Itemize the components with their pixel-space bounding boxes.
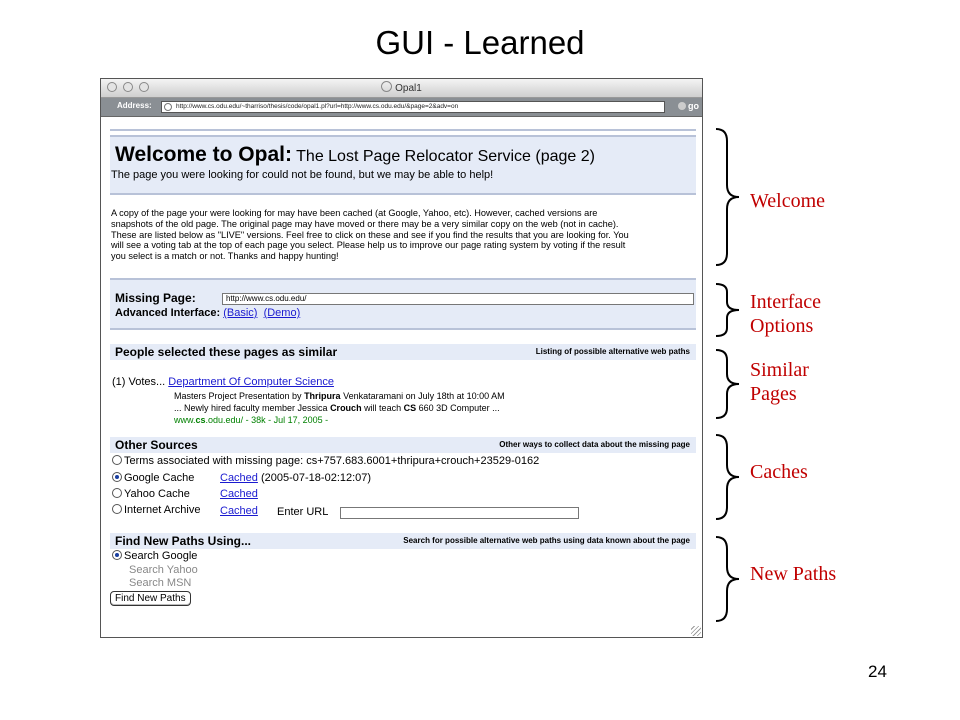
result-url: www.cs.odu.edu/ - 38k - Jul 17, 2005 - [174, 415, 329, 425]
search-yahoo-option: Search Yahoo [129, 564, 198, 576]
internet-archive-radio[interactable] [112, 504, 122, 514]
intro-paragraph: A copy of the page your were looking for may have been cached (at Google, Yahoo, etc). However, cached versions are snapshots of the old page. The original page may have moved or there may be a very similar copy on the web (not in cache). These are listed below as "LIVE" versions. Feel free to click on these and see if you find the results that you are looking for. You will see a voting tab at the top of each page you select. Please help us to improve our page rating system by voting if the result you select is a match or not. Thanks and happy hunting! [111, 208, 629, 262]
similar-pages-header [110, 344, 696, 360]
browser-window [100, 78, 703, 638]
yahoo-cache-option[interactable]: Yahoo Cache [112, 488, 190, 500]
new-paths-heading: Find New Paths Using... [115, 534, 252, 548]
welcome-subtitle: The page you were looking for could not be found, but we may be able to help! [111, 169, 494, 181]
new-paths-subheading: Search for possible alternative web paths using data known about the page [403, 536, 690, 545]
interface-options-brace [714, 282, 744, 338]
result-snippet-2: ... Newly hired faculty member Jessica Crouch will teach CS 660 3D Computer ... [174, 403, 500, 413]
terms-option[interactable]: Terms associated with missing page: cs+757.683.6001+thripura+crouch+23529-0162 [112, 455, 539, 467]
address-input[interactable]: http://www.cs.odu.edu/~tharriso/thesis/code/opal1.pl?url=http://www.cs.odu.edu/&page=2&adv=on [161, 101, 665, 113]
search-google-radio[interactable] [112, 550, 122, 560]
similar-pages-subheading: Listing of possible alternative web paths [535, 347, 690, 356]
go-arrow-icon [678, 102, 686, 110]
search-google-option[interactable]: Search Google [112, 550, 197, 562]
similar-pages-annotation: Similar Pages [750, 359, 809, 405]
missing-page-panel [110, 278, 696, 330]
similar-pages-brace [714, 348, 744, 420]
welcome-title: Welcome to Opal: The Lost Page Relocator Service (page 2) [115, 143, 595, 166]
google-cached-link[interactable]: Cached [220, 472, 258, 484]
google-cache-row: Cached (2005-07-18-02:12:07) [220, 472, 372, 484]
window-titlebar [101, 79, 702, 98]
caches-brace [714, 433, 744, 521]
similar-pages-heading: People selected these pages as similar [115, 345, 338, 359]
divider [110, 129, 696, 131]
google-cache-radio[interactable] [112, 472, 122, 482]
find-new-paths-button[interactable]: Find New Paths [110, 591, 191, 606]
address-bar [101, 98, 702, 117]
enter-url-input[interactable] [340, 507, 579, 519]
address-label: Address: [117, 101, 152, 110]
new-paths-annotation: New Paths [750, 563, 837, 585]
archive-cached-link[interactable]: Cached [220, 505, 258, 517]
other-sources-header [110, 437, 696, 453]
window-title: Opal1 [101, 81, 702, 94]
basic-link[interactable]: (Basic) [223, 307, 258, 319]
slide-title: GUI - Learned [375, 24, 585, 61]
welcome-brace [714, 127, 744, 267]
welcome-annotation: Welcome [750, 190, 826, 212]
resize-handle[interactable] [691, 626, 701, 636]
missing-page-label: Missing Page: [115, 291, 196, 305]
new-paths-header [110, 533, 696, 549]
new-paths-brace [714, 535, 744, 623]
page-icon [164, 103, 172, 111]
demo-link[interactable]: (Demo) [263, 307, 301, 319]
terms-radio[interactable] [112, 455, 122, 465]
enter-url-label: Enter URL [277, 506, 329, 518]
slide-number: 24 [868, 662, 887, 681]
internet-archive-option[interactable]: Internet Archive [112, 504, 200, 516]
search-msn-option: Search MSN [129, 577, 192, 589]
caches-annotation: Caches [750, 461, 808, 483]
advanced-interface-row: Advanced Interface: (Basic) (Demo) [115, 307, 301, 319]
yahoo-cache-radio[interactable] [112, 488, 122, 498]
page-content [101, 117, 702, 637]
result-row: (1) Votes... Department Of Computer Science [112, 376, 334, 388]
missing-page-input[interactable]: http://www.cs.odu.edu/ [222, 293, 694, 305]
yahoo-cached-link[interactable]: Cached [220, 488, 258, 500]
go-button[interactable]: go [671, 101, 699, 113]
google-cache-option[interactable]: Google Cache [112, 472, 194, 484]
result-snippet-1: Masters Project Presentation by Thripura Venkataramani on July 18th at 10:00 AM [174, 391, 505, 401]
welcome-banner [110, 135, 696, 195]
result-link[interactable]: Department Of Computer Science [168, 376, 334, 388]
other-sources-heading: Other Sources [115, 438, 198, 452]
other-sources-subheading: Other ways to collect data about the missing page [499, 440, 690, 449]
interface-options-annotation: Interface Options [750, 291, 822, 337]
globe-icon [381, 81, 392, 92]
